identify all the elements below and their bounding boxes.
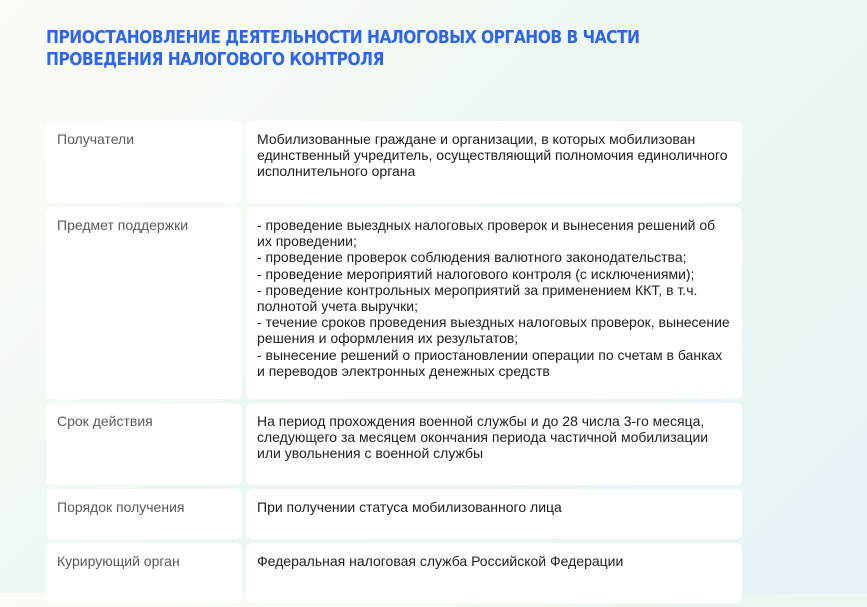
page-title: ПРИОСТАНОВЛЕНИЕ ДЕЯТЕЛЬНОСТИ НАЛОГОВЫХ ОРГАНОВ В ЧАСТИ ПРОВЕДЕНИЯ НАЛОГОВОГО КОНТРОЛЯ bbox=[46, 27, 640, 70]
info-table bbox=[46, 121, 742, 607]
table-row bbox=[46, 207, 742, 399]
subject-item: - проведение контрольных мероприятий за применением ККТ, в т.ч. полнотой учета выручки; bbox=[257, 281, 702, 315]
subject-item: - проведение мероприятий налогового контроля (с исключениями); bbox=[257, 265, 695, 282]
row-label-subject: Предмет поддержки bbox=[46, 207, 242, 399]
row-value-subject bbox=[246, 207, 742, 399]
table-row bbox=[46, 543, 742, 603]
row-label-authority: Курирующий орган bbox=[46, 543, 242, 603]
row-label-procedure: Порядок получения bbox=[46, 489, 242, 539]
table-row bbox=[46, 121, 742, 203]
row-label-term: Срок действия bbox=[46, 403, 242, 485]
subject-item: - проведение проверок соблюдения валютного законодательства; bbox=[257, 249, 687, 266]
row-value-recipients: Мобилизованные граждане и организации, в которых мобилизован единственный учредитель, осуществляющий полномочия единоличного исполнительного органа bbox=[246, 121, 742, 203]
row-value-authority: Федеральная налоговая служба Российской Федерации bbox=[246, 543, 742, 603]
row-label-recipients: Получатели bbox=[46, 121, 242, 203]
row-value-term: На период прохождения военной службы и до 28 числа 3-го месяца, следующего за месяцем окончания периода частичной мобилизации или увольнения с военной службы bbox=[246, 403, 742, 485]
row-value-procedure: При получении статуса мобилизованного лица bbox=[246, 489, 742, 539]
subject-item: - проведение выездных налоговых проверок и вынесения решений об их проведении; bbox=[257, 217, 720, 250]
table-row bbox=[46, 489, 742, 539]
subject-item: - вынесение решений о приостановлении операции по счетам в банках и переводов электронных денежных средств bbox=[257, 346, 727, 379]
table-row bbox=[46, 403, 742, 485]
subject-item: - течение сроков проведения выездных налоговых проверок, вынесение решения и оформления их результатов; bbox=[257, 314, 734, 347]
